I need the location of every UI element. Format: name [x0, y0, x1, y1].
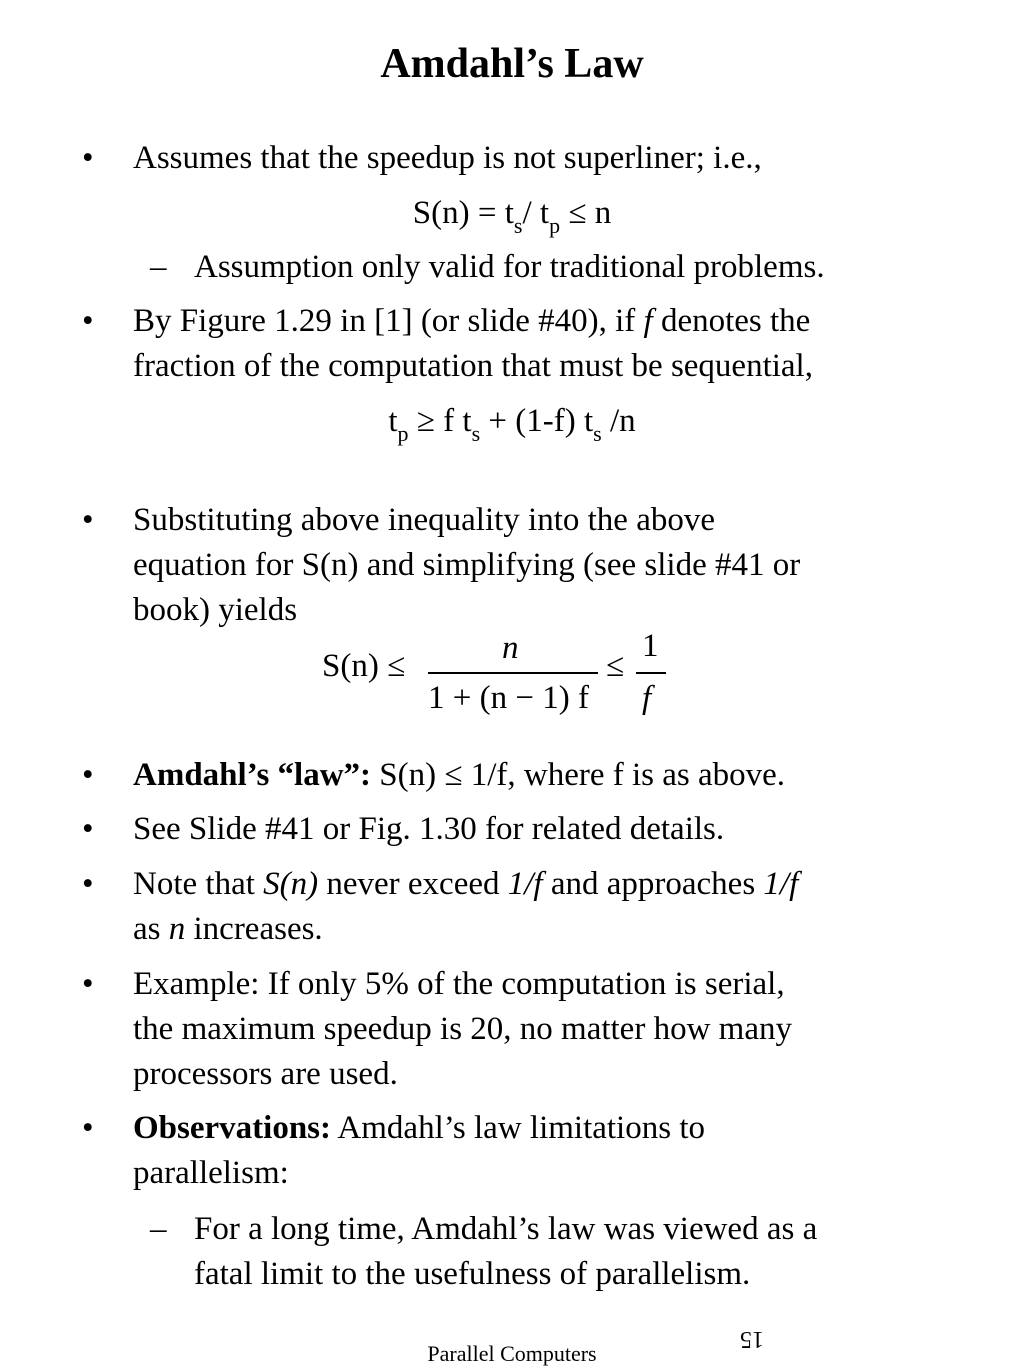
formula-fraction-bar-2: [636, 672, 666, 674]
bullet-8-marker: •: [82, 1110, 94, 1146]
formula-denominator-2: f: [642, 680, 652, 716]
bullet-2-line-2: fraction of the computation that must be sequential,: [133, 348, 813, 384]
bullet-4-text: Amdahl’s “law”: S(n) ≤ 1/f, where f is as above.: [133, 757, 786, 793]
slide-title: Amdahl’s Law: [380, 41, 644, 87]
bullet-1-text: Assumes that the speedup is not superliner; i.e.,: [133, 140, 762, 176]
page-number: 15: [740, 1326, 764, 1352]
bullet-3-line-3: book) yields: [133, 592, 298, 628]
formula-fraction-bar-1: [428, 672, 598, 674]
bullet-5-text: See Slide #41 or Fig. 1.30 for related details.: [133, 811, 725, 847]
bullet-5-marker: •: [82, 811, 94, 847]
bullet-7-marker: •: [82, 966, 94, 1002]
formula-numerator-2: 1: [642, 628, 659, 664]
bullet-1-marker: •: [82, 140, 94, 176]
bullet-6-line-1: Note that S(n) never exceed 1/f and approaches 1/f: [133, 866, 799, 902]
parallel-time-equation: $t_p \ge f$ $t_s + (1-f)$ $t_s$ /n: [388, 403, 636, 446]
bullet-3-marker: •: [82, 502, 94, 538]
sub-bullet-1-marker: –: [150, 249, 167, 285]
bullet-7-line-1: Example: If only 5% of the computation is serial,: [133, 966, 785, 1002]
sub-bullet-1-text: Assumption only valid for traditional problems.: [194, 249, 825, 285]
footer-text: Parallel Computers: [427, 1341, 597, 1366]
bullet-3-line-2: equation for S(n) and simplifying (see slide #41 or: [133, 547, 801, 583]
bullet-2-line-1: By Figure 1.29 in [1] (or slide #40), if f denotes the: [133, 303, 811, 339]
formula-leq: ≤: [606, 648, 625, 684]
formula-denominator: 1 + (n − 1) f: [428, 680, 589, 716]
sub-bullet-8-marker: –: [150, 1211, 167, 1247]
formula-numerator: n: [502, 630, 519, 666]
bullet-2-marker: •: [82, 303, 94, 339]
bullet-7-line-2: the maximum speedup is 20, no matter how many: [133, 1011, 792, 1047]
bullet-6-marker: •: [82, 866, 94, 902]
bullet-8-line-2: parallelism:: [133, 1155, 289, 1191]
bullet-6-line-2: as n increases.: [133, 911, 323, 947]
formula-lhs: S(n) ≤: [322, 648, 406, 684]
bullet-7-line-3: processors are used.: [133, 1056, 398, 1092]
bullet-4-marker: •: [82, 757, 94, 793]
sub-bullet-8-line-2: fatal limit to the usefulness of parallelism.: [194, 1256, 751, 1292]
sub-bullet-8-line-1: For a long time, Amdahl’s law was viewed as a: [194, 1211, 818, 1247]
bullet-3-line-1: Substituting above inequality into the above: [133, 502, 715, 538]
speedup-equation: $S(n) = t_s/$ $t_p \le n$: [412, 195, 612, 238]
bullet-8-line-1: Observations: Amdahl’s law limitations to: [133, 1110, 705, 1146]
